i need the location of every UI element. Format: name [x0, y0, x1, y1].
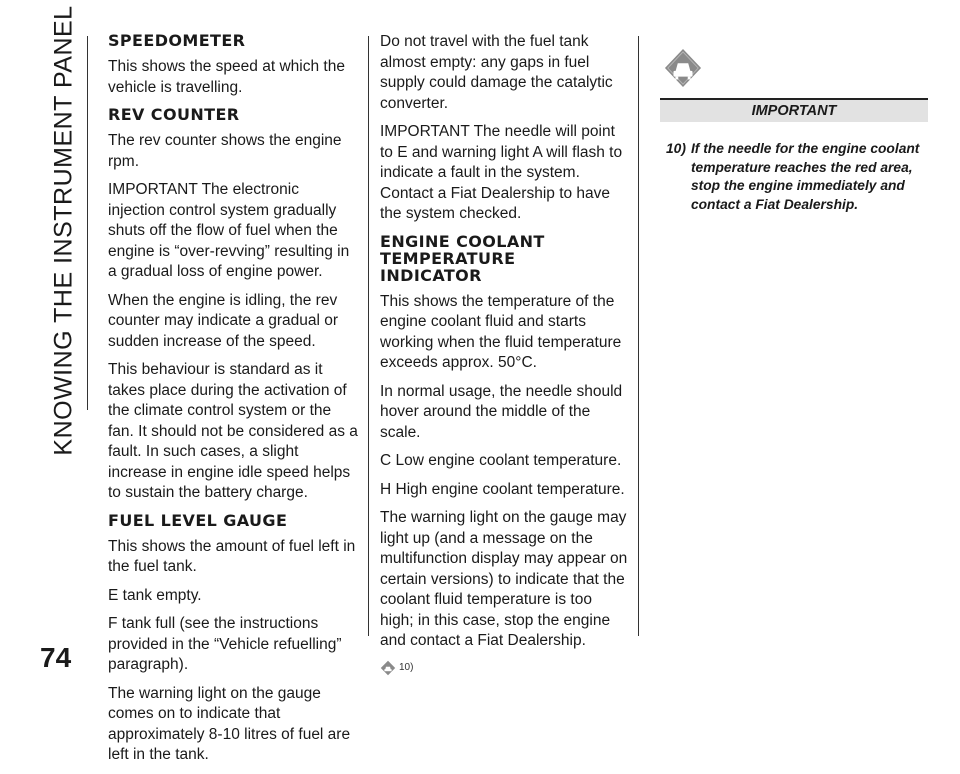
coolant-text-4: H High engine coolant temperature.: [380, 480, 625, 498]
car-warning-icon: [664, 48, 702, 90]
rev-counter-text-1: The rev counter shows the engine rpm.: [108, 132, 342, 170]
speedometer-heading: SPEEDOMETER: [108, 31, 246, 50]
column-divider-2: [638, 36, 639, 636]
coolant-text-1: This shows the temperature of the engine coolant fluid and starts working when the fluid temperature exceeds approx. 50°C.: [380, 292, 622, 371]
rev-counter-text-3: When the engine is idling, the rev counter may indicate a gradual or sudden increase of the speed.: [108, 291, 339, 350]
fuel-gauge-text-4: The warning light on the gauge comes on to indicate that approximately 8-10 litres of fuel are left in the tank.: [108, 684, 351, 763]
column-divider-1: [368, 36, 369, 636]
page-number: 74: [40, 642, 72, 673]
speedometer-text: This shows the speed at which the vehicle is travelling.: [108, 58, 345, 96]
fuel-gauge-text-2: E tank empty.: [108, 586, 202, 604]
chapter-title-text: KNOWING THE INSTRUMENT PANEL: [49, 4, 78, 456]
coolant-heading-line-3: INDICATOR: [380, 265, 482, 285]
rev-counter-text-2: IMPORTANT The electronic injection control system gradually shuts off the flow of fuel when the engine is “over-revving” resulting in a gradual loss of engine power.: [108, 181, 350, 280]
coolant-heading-line-2: TEMPERATURE: [380, 248, 516, 268]
fuel-gauge-heading: FUEL LEVEL GAUGE: [108, 510, 288, 530]
chapter-side-title: [44, 4, 84, 456]
important-note: [660, 122, 928, 214]
fuel-gauge-text-1: This shows the amount of fuel left in the fuel tank.: [108, 537, 356, 575]
coolant-text-3: C Low engine coolant temperature.: [380, 452, 622, 469]
margin-divider: [87, 36, 88, 410]
coolant-text-2: In normal usage, the needle should hover around the middle of the scale.: [380, 382, 623, 441]
fuel-gauge-text-3: F tank full (see the instructions provided in the “Vehicle refuelling” paragraph).: [108, 615, 342, 673]
text-column-1: [108, 32, 358, 774]
coolant-heading: [380, 233, 628, 284]
fuel-warning-text: Do not travel with the fuel tank almost empty: any gaps in fuel supply could damage the catalytic converter.: [380, 33, 613, 112]
important-note-text: If the needle for the engine coolant temperature reaches the red area, stop the engine immediately and contact a Fiat Dealership.: [690, 141, 920, 212]
important-note-column: [660, 48, 928, 214]
note-reference: [380, 658, 628, 679]
important-title-bar: [660, 98, 928, 122]
text-column-2: [380, 32, 628, 678]
coolant-heading-line-1: ENGINE COOLANT: [380, 231, 545, 251]
rev-counter-text-4: This behaviour is standard as it takes place during the activation of the climate control system or the fan. It should not be considered as a fault. In such cases, a slight increase in engine idle speed helps to sustain the battery charge.: [108, 361, 358, 501]
rev-counter-heading: REV COUNTER: [108, 105, 240, 124]
important-title: IMPORTANT: [751, 103, 837, 119]
note-reference-label: 10): [399, 661, 414, 673]
important-note-number: 10): [666, 141, 686, 156]
car-warning-icon: [380, 660, 396, 676]
coolant-text-5: The warning light on the gauge may light up (and a message on the multifunction display may appear on certain versions) to indicate that the coolant fluid temperature is too high; in this case, stop the engine and contact a Fiat Dealership.: [380, 509, 628, 649]
fuel-important-text: IMPORTANT The needle will point to E and warning light A will flash to indicate a fault in the system. Contact a Fiat Dealership to have the system checked.: [380, 123, 623, 222]
